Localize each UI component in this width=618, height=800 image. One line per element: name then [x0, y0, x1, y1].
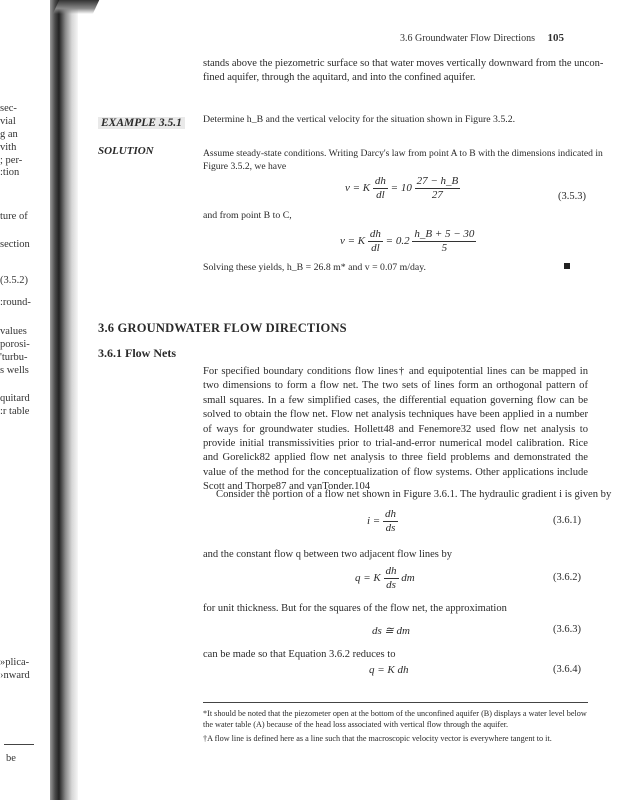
- between-text: and from point B to C,: [203, 210, 292, 221]
- fraction: [383, 508, 398, 535]
- left-margin-word: g an: [0, 129, 18, 140]
- left-margin-word: values: [0, 326, 27, 337]
- page-curl-shadow: [53, 0, 100, 14]
- eq-lhs: q = K: [355, 572, 381, 585]
- left-margin-word: vith: [0, 142, 17, 153]
- end-of-example-mark: [564, 263, 570, 269]
- equation-number: (3.6.1): [553, 515, 581, 526]
- left-margin-word: ›nward: [0, 670, 30, 681]
- left-margin-word: »plica-: [0, 657, 30, 668]
- text-line: fined aquifer, through the aquitard, and into the confined aquifer.: [203, 72, 476, 83]
- left-margin-word: (3.5.2): [0, 275, 28, 286]
- frac-num: 27 − h_B: [416, 175, 459, 187]
- fraction: [415, 175, 461, 202]
- book-binding-gutter: [50, 0, 78, 800]
- equation-b-to-c: [340, 228, 476, 255]
- solution-result: Solving these yields, h_B = 26.8 m* and v = 0.07 m/day.: [203, 262, 426, 273]
- equation-number: (3.6.4): [553, 664, 581, 675]
- left-footnote-rule: [4, 744, 34, 745]
- equation-3-6-4: q = K dh: [369, 664, 409, 676]
- page-number: 105: [547, 32, 564, 44]
- equation-3-6-3: ds ≅ dm: [372, 625, 410, 637]
- frac-num: dh: [369, 228, 381, 240]
- left-margin-word: vial: [0, 116, 16, 127]
- left-margin-word: ture of: [0, 211, 28, 222]
- equation-3-5-3: [345, 175, 460, 202]
- frac-den: ds: [386, 579, 396, 591]
- text-line: Assume steady-state conditions. Writing Darcy's law from point A to B with the dimensions indicated in: [203, 148, 603, 159]
- intro-paragraph: [203, 57, 604, 85]
- body-paragraph-2: Consider the portion of a flow net shown in Figure 3.6.1. The hydraulic gradient i is given by: [216, 489, 612, 500]
- running-title: 3.6 Groundwater Flow Directions: [400, 33, 535, 44]
- left-page-fragment: [0, 0, 48, 800]
- frac-num: dh: [384, 508, 396, 520]
- equation-number: (3.6.2): [553, 572, 581, 583]
- running-header: [400, 32, 564, 44]
- left-margin-word: section: [0, 239, 30, 250]
- fraction: [412, 228, 476, 255]
- eq-tail: dm: [401, 572, 415, 585]
- frac-num: dh: [385, 565, 397, 577]
- footnote-1: *It should be noted that the piezometer open at the bottom of the unconfined aquifer (B) displays a water level below the water table (A) because of the head loss associated with vertical flow through the aquifer.: [203, 709, 587, 729]
- eq-coef: = 10: [390, 182, 412, 195]
- left-margin-word: :round-: [0, 297, 31, 308]
- example-label: EXAMPLE 3.5.1: [98, 117, 185, 129]
- eq-lhs: i =: [367, 515, 381, 528]
- section-heading: 3.6 GROUNDWATER FLOW DIRECTIONS: [98, 321, 347, 335]
- frac-num: dh: [374, 175, 386, 187]
- text-line: stands above the piezometric surface so that water moves vertically downward from the uncon-: [203, 58, 604, 69]
- frac-den: ds: [385, 522, 396, 534]
- frac-den: 5: [441, 242, 448, 254]
- left-margin-word: s wells: [0, 365, 29, 376]
- equation-number: (3.5.3): [558, 191, 586, 202]
- left-margin-word: porosi-: [0, 339, 30, 350]
- between-text: can be made so that Equation 3.6.2 reduces to: [203, 649, 396, 660]
- eq-coef: = 0.2: [385, 235, 410, 248]
- left-margin-word: be: [6, 753, 16, 764]
- fraction: [384, 565, 399, 592]
- solution-label: SOLUTION: [98, 145, 154, 157]
- frac-num: h_B + 5 − 30: [414, 228, 475, 240]
- fraction: [373, 175, 388, 202]
- solution-text: [203, 147, 603, 173]
- text-line: Figure 3.5.2, we have: [203, 161, 287, 172]
- left-margin-word: :r table: [0, 406, 30, 417]
- frac-den: dl: [376, 189, 385, 201]
- left-margin-word: ; per-: [0, 155, 23, 166]
- left-margin-word: sec-: [0, 103, 17, 114]
- left-margin-word: 'turbu-: [0, 352, 28, 363]
- equation-3-6-2: [355, 565, 415, 592]
- eq-lhs: v = K: [345, 182, 371, 195]
- between-text: and the constant flow q between two adjacent flow lines by: [203, 549, 453, 560]
- subsection-heading: 3.6.1 Flow Nets: [98, 346, 176, 360]
- eq-lhs: v = K: [340, 235, 366, 248]
- footnote-rule: [203, 702, 588, 703]
- equation-number: (3.6.3): [553, 624, 581, 635]
- left-margin-word: :tion: [0, 167, 20, 178]
- fraction: [368, 228, 383, 255]
- example-prompt: Determine h_B and the vertical velocity for the situation shown in Figure 3.5.2.: [203, 114, 516, 125]
- left-margin-word: quitard: [0, 393, 30, 404]
- frac-den: 27: [431, 189, 443, 201]
- footnote-2: †A flow line is defined here as a line such that the macroscopic velocity vector is everywhere tangent to it.: [203, 734, 552, 743]
- between-text: for unit thickness. But for the squares of the flow net, the approximation: [203, 603, 507, 614]
- body-paragraph: For specified boundary conditions flow lines† and equipotential lines can be mapped in two dimensions to form a flow net. The two sets of lines form an orthogonal pattern of small squares. In a few simplified cases, the differential equation governing flow can be solved to obtain the flow net. Flow net analysis techniques have been applied in a number of ways for groundwater studies. Hollett48 and Fenemore32 used flow net analysis to provide initial transmissivities prior to trial-and-error numerical model calibration. Rice and Gorelick82 applied flow net analysis to three field problems and demonstrated the value of the method for the conceptualization of flow systems. Other applications include Scott and Thorpe87 and vanTonder.104: [203, 366, 588, 493]
- equation-3-6-1: [367, 508, 398, 535]
- frac-den: dl: [371, 242, 380, 254]
- example-label-box: [98, 113, 185, 131]
